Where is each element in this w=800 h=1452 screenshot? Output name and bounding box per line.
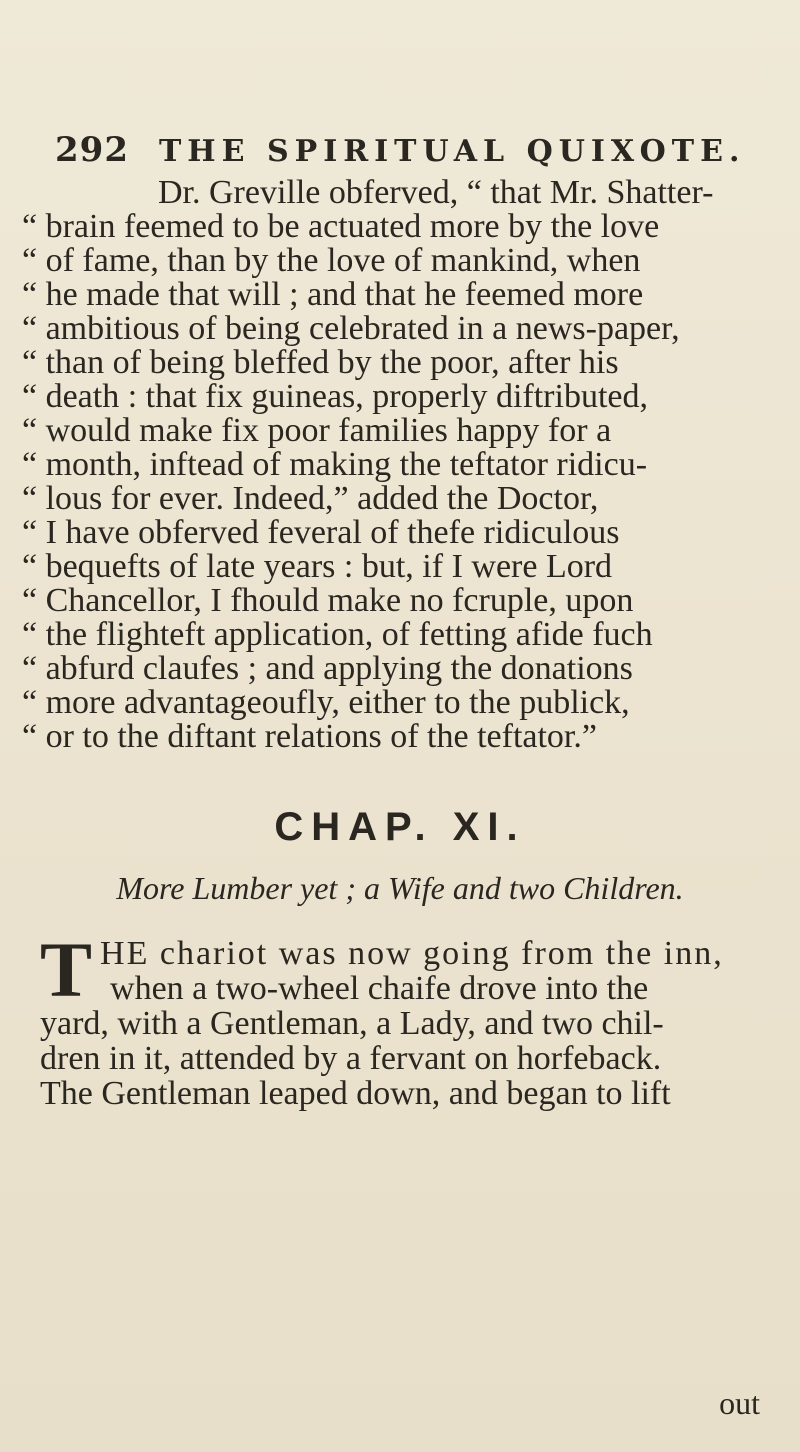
- quote-paragraph: [22, 176, 790, 754]
- first-line-text: HE chariot was now going from the inn,: [100, 936, 724, 971]
- page-number: 292: [55, 130, 129, 170]
- text-line: “ he made that will ; and that he feemed more: [22, 278, 644, 312]
- text-line: The Gentleman leaped down, and began to lift: [40, 1076, 671, 1111]
- text-line: “ abfurd claufes ; and applying the donations: [22, 652, 633, 686]
- running-title: THE SPIRITUAL QUIXOTE.: [158, 134, 746, 169]
- text-line: [100, 936, 792, 971]
- text-line: “ of fame, than by the love of mankind, when: [22, 244, 641, 278]
- text-line: “ month, inftead of making the teftator ridicu-: [22, 448, 648, 482]
- text-line: when a two-wheel chaife drove into the: [110, 971, 649, 1006]
- text-line: “ ambitious of being celebrated in a news-paper,: [22, 312, 680, 346]
- running-head: [55, 130, 755, 170]
- chapter-body: [40, 926, 792, 1111]
- text-line: dren in it, attended by a fervant on horfeback.: [40, 1041, 662, 1076]
- text-line: “ bequefts of late years : but, if I were Lord: [22, 550, 613, 584]
- text-line: “ or to the diftant relations of the teftator.”: [22, 720, 597, 754]
- text-line: “ lous for ever. Indeed,” added the Doctor,: [22, 482, 599, 516]
- text-line: “ brain feemed to be actuated more by the love: [22, 210, 660, 244]
- text-line: Dr. Greville obferved, “ that Mr. Shatter-: [158, 176, 714, 210]
- text-line: “ would make fix poor families happy for a: [22, 414, 612, 448]
- text-line: “ death : that fix guineas, properly diftributed,: [22, 380, 648, 414]
- text-line: “ I have obferved feveral of thefe ridiculous: [22, 516, 620, 550]
- catchword: out: [719, 1385, 760, 1421]
- text-line: “ the flighteft application, of fetting afide fuch: [22, 618, 653, 652]
- text-line: “ than of being bleffed by the poor, after his: [22, 346, 619, 380]
- text-line: yard, with a Gentleman, a Lady, and two chil-: [40, 1006, 664, 1041]
- chapter-heading: CHAP. XI.: [274, 805, 526, 849]
- text-line: “ more advantageoufly, either to the publick,: [22, 686, 630, 720]
- chapter-subtitle: More Lumber yet ; a Wife and two Children.: [116, 870, 684, 906]
- drop-cap: T: [40, 926, 93, 1013]
- text-line: “ Chancellor, I fhould make no fcruple, upon: [22, 584, 634, 618]
